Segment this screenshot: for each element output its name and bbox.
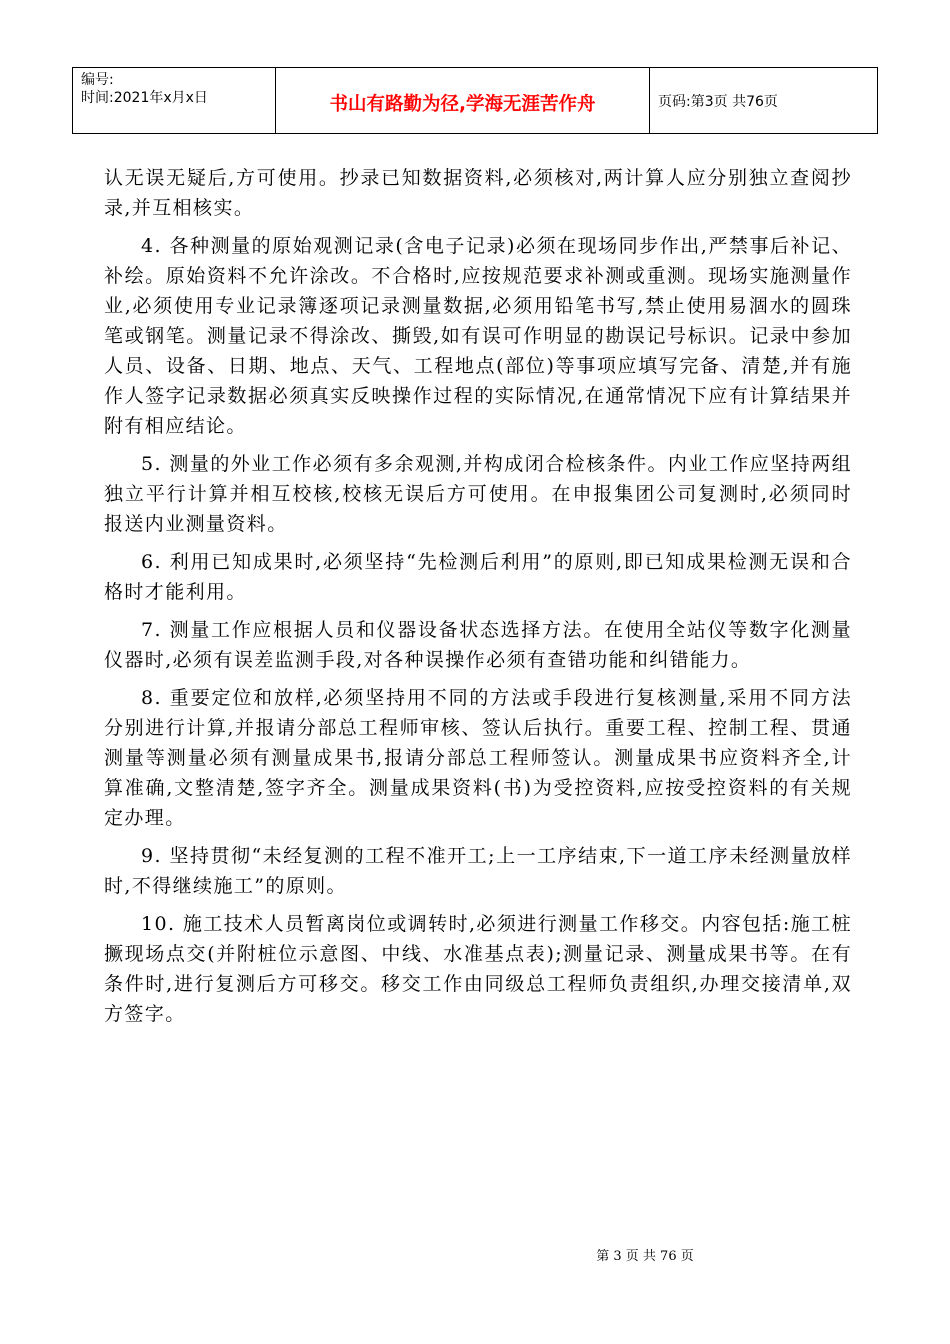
header-meta bbox=[73, 68, 276, 133]
paragraph-item-5: 5. 测量的外业工作必须有多余观测,并构成闭合检核条件。内业工作应坚持两组独立平行计算并相互校核,校核无误后方可使用。在申报集团公司复测时,必须同时报送内业测量资料。 bbox=[104, 453, 852, 535]
page-header bbox=[72, 67, 878, 134]
paragraph-item-6: 6. 利用已知成果时,必须坚持“先检测后利用”的原则,即已知成果检测无误和合格时才能利用。 bbox=[104, 551, 852, 603]
paragraph-item-8: 8. 重要定位和放样,必须坚持用不同的方法或手段进行复核测量,采用不同方法分别进行计算,并报请分部总工程师审核、签认后执行。重要工程、控制工程、贯通测量等测量必须有测量成果书,报请分部总工程师签认。测量成果书应资料齐全,计算准确,文整清楚,签字齐全。测量成果资料(书)为受控资料,应按受控资料的有关规定办理。 bbox=[104, 687, 852, 829]
header-page-number: 页码:第3页 共76页 bbox=[658, 93, 778, 110]
document-time-label: 时间:2021年x月x日 bbox=[81, 90, 208, 106]
paragraph-item-9: 9. 坚持贯彻“未经复测的工程不准开工;上一工序结束,下一道工序未经测量放样时,不得继续施工”的原则。 bbox=[104, 845, 852, 897]
document-body bbox=[104, 163, 852, 1037]
paragraph-item-10: 10. 施工技术人员暂离岗位或调转时,必须进行测量工作移交。内容包括:施工桩撅现场点交(并附桩位示意图、中线、水准基点表);测量记录、测量成果书等。在有条件时,进行复测后方可移交。移交工作由同级总工程师负责组织,办理交接清单,双方签字。 bbox=[104, 913, 852, 1025]
paragraph-continuation: 认无误无疑后,方可使用。抄录已知数据资料,必须核对,两计算人应分别独立查阅抄录,并互相核实。 bbox=[104, 167, 852, 219]
page-footer: 第 3 页 共 76 页 bbox=[596, 1249, 694, 1264]
paragraph-item-4: 4. 各种测量的原始观测记录(含电子记录)必须在现场同步作出,严禁事后补记、补绘。原始资料不允许涂改。不合格时,应按规范要求补测或重测。现场实施测量作业,必须使用专业记录簿逐项记录测量数据,必须用铅笔书写,禁止使用易涸水的圆珠笔或钢笔。测量记录不得涂改、撕毁,如有误可作明显的勘误记号标识。记录中参加人员、设备、日期、地点、天气、工程地点(部位)等事项应填写完备、清楚,并有施作人签字记录数据必须真实反映操作过程的实际情况,在通常情况下应有计算结果并附有相应结论。 bbox=[104, 235, 852, 437]
paragraph-item-7: 7. 测量工作应根据人员和仪器设备状态选择方法。在使用全站仪等数字化测量仪器时,必须有误差监测手段,对各种误操作必须有查错功能和纠错能力。 bbox=[104, 619, 852, 671]
document-number-label: 编号: bbox=[81, 72, 114, 88]
header-motto: 书山有路勤为径,学海无涯苦作舟 bbox=[276, 68, 650, 133]
